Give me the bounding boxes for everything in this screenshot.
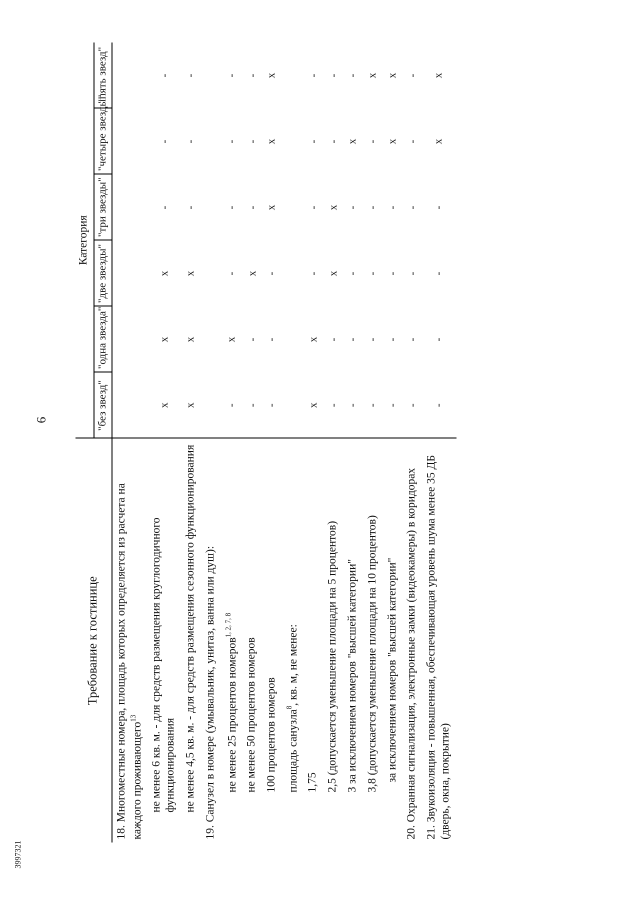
requirement-label: за исключением номеров "высшей категории" xyxy=(385,557,398,782)
empty-cell xyxy=(111,174,147,240)
not-required-mark: - xyxy=(306,205,319,209)
requirement-text xyxy=(343,438,363,842)
table-row xyxy=(323,42,343,842)
table-body xyxy=(111,42,455,842)
required-mark: x xyxy=(385,138,398,144)
not-required-mark: - xyxy=(405,271,418,275)
requirement-text xyxy=(363,438,383,842)
not-required-mark: - xyxy=(221,372,243,438)
empty-cell xyxy=(282,372,304,438)
header-row-top xyxy=(75,42,93,842)
empty-cell xyxy=(282,108,304,174)
not-required-mark: - xyxy=(323,372,343,438)
category-column-header: "четыре звезды" xyxy=(93,108,111,174)
required-mark: x xyxy=(181,372,201,438)
not-required-mark: - xyxy=(245,73,258,77)
not-required-mark: - xyxy=(346,337,359,341)
not-required-mark: - xyxy=(326,337,339,341)
not-required-mark: - xyxy=(405,73,418,77)
table-row xyxy=(363,42,383,842)
not-required-mark: - xyxy=(385,205,398,209)
requirement-suffix: , кв. м, не менее: xyxy=(286,623,299,706)
required-mark: x xyxy=(245,270,258,276)
empty-cell xyxy=(282,42,304,108)
required-mark: x xyxy=(147,372,181,438)
empty-cell xyxy=(201,174,221,240)
not-required-mark: - xyxy=(366,139,379,143)
empty-cell xyxy=(282,174,304,240)
page-number: 6 xyxy=(33,416,49,424)
requirement-text xyxy=(303,438,323,842)
required-mark: x xyxy=(184,336,197,342)
requirement-label: не менее 6 кв. м. - для средств размещения круглогодичного функционирования xyxy=(150,516,177,812)
required-mark: x xyxy=(265,138,278,144)
empty-cell xyxy=(201,372,221,438)
not-required-mark: - xyxy=(157,139,170,143)
required-mark: x xyxy=(326,204,339,210)
table-row xyxy=(402,42,422,842)
not-required-mark: - xyxy=(184,73,197,77)
not-required-mark: - xyxy=(422,372,456,438)
not-required-mark: - xyxy=(224,139,237,143)
not-required-mark: - xyxy=(184,205,197,209)
requirement-label: 19. Санузел в номере (умывальник, унитаз, ванна или душ): xyxy=(203,545,216,839)
required-mark: x xyxy=(432,72,445,78)
not-required-mark: - xyxy=(306,271,319,275)
category-column-header: "без звезд" xyxy=(93,372,111,438)
not-required-mark: - xyxy=(157,205,170,209)
required-mark: x xyxy=(306,336,319,342)
requirement-label: не менее 25 процентов номеров xyxy=(225,636,238,792)
empty-cell xyxy=(201,42,221,108)
empty-cell xyxy=(201,306,221,372)
table-row xyxy=(383,42,403,842)
requirement-label: 18. Многоместные номера, площадь которых определяется из расчета на каждого проживающего xyxy=(114,482,143,839)
requirement-header: Требование к гостинице xyxy=(75,438,111,842)
required-mark: x xyxy=(366,72,379,78)
not-required-mark: - xyxy=(363,372,383,438)
required-mark: x xyxy=(157,336,170,342)
required-mark: x xyxy=(303,372,323,438)
not-required-mark: - xyxy=(326,73,339,77)
requirement-label: 20. Охранная сигнализация, электронные замки (видеокамеры) в коридорах xyxy=(405,467,418,839)
not-required-mark: - xyxy=(402,372,422,438)
required-mark: x xyxy=(346,138,359,144)
requirement-label: 1,75 xyxy=(306,771,319,792)
not-required-mark: - xyxy=(224,73,237,77)
hotel-requirements-table xyxy=(75,42,456,842)
empty-cell xyxy=(282,306,304,372)
not-required-mark: - xyxy=(366,271,379,275)
requirement-text xyxy=(422,438,456,842)
requirement-text xyxy=(323,438,343,842)
not-required-mark: - xyxy=(184,139,197,143)
not-required-mark: - xyxy=(224,205,237,209)
document-id: 3997321 xyxy=(13,840,23,869)
not-required-mark: - xyxy=(432,271,445,275)
requirement-label: не менее 4,5 кв. м. - для средств размещения сезонного функционирования xyxy=(184,444,196,812)
table-row xyxy=(111,42,147,842)
not-required-mark: - xyxy=(265,271,278,275)
not-required-mark: - xyxy=(265,337,278,341)
requirement-label: 2,5 (допускается уменьшение площади на 5 процентов) xyxy=(326,520,339,792)
requirement-text xyxy=(201,438,221,842)
requirement-label: 3,8 (допускается уменьшение площади на 10 процентов) xyxy=(365,514,378,792)
required-mark: x xyxy=(224,336,237,342)
required-mark: x xyxy=(265,204,278,210)
empty-cell xyxy=(282,240,304,306)
empty-cell xyxy=(111,42,147,108)
not-required-mark: - xyxy=(245,139,258,143)
table-row xyxy=(221,42,243,842)
not-required-mark: - xyxy=(157,73,170,77)
table-row xyxy=(422,42,456,842)
table-row xyxy=(242,42,262,842)
requirement-text xyxy=(181,438,201,842)
not-required-mark: - xyxy=(245,205,258,209)
footnote-ref: 13 xyxy=(128,714,137,722)
requirement-text xyxy=(221,438,243,842)
not-required-mark: - xyxy=(245,337,258,341)
table-row xyxy=(343,42,363,842)
not-required-mark: - xyxy=(366,205,379,209)
not-required-mark: - xyxy=(224,271,237,275)
not-required-mark: - xyxy=(343,372,363,438)
empty-cell xyxy=(201,240,221,306)
required-mark: x xyxy=(432,138,445,144)
category-header: Категория xyxy=(75,42,93,438)
not-required-mark: - xyxy=(262,372,282,438)
empty-cell xyxy=(111,306,147,372)
category-column-header: "одна звезда" xyxy=(93,306,111,372)
table-row xyxy=(262,42,282,842)
footnote-ref: 8 xyxy=(284,705,293,709)
requirement-text xyxy=(147,438,181,842)
not-required-mark: - xyxy=(385,271,398,275)
requirement-label: не менее 50 процентов номеров xyxy=(245,636,258,792)
rotated-sheet xyxy=(75,42,550,842)
not-required-mark: - xyxy=(383,372,403,438)
category-column-header: "пять звезд" xyxy=(93,42,111,108)
required-mark: x xyxy=(265,72,278,78)
not-required-mark: - xyxy=(306,73,319,77)
table-row xyxy=(282,42,304,842)
not-required-mark: - xyxy=(385,337,398,341)
footnote-ref: 1, 2, 7, 8 xyxy=(223,612,232,637)
table-row xyxy=(303,42,323,842)
not-required-mark: - xyxy=(405,337,418,341)
requirement-text xyxy=(282,438,304,842)
required-mark: x xyxy=(184,270,197,276)
requirement-label: 100 процентов номеров xyxy=(265,676,278,792)
requirement-label: 3 за исключением номеров "высшей категории" xyxy=(346,558,359,792)
empty-cell xyxy=(111,108,147,174)
not-required-mark: - xyxy=(346,205,359,209)
empty-cell xyxy=(111,372,147,438)
required-mark: x xyxy=(385,72,398,78)
not-required-mark: - xyxy=(326,139,339,143)
requirement-text xyxy=(383,438,403,842)
required-mark: x xyxy=(157,270,170,276)
requirement-label: площадь санузла xyxy=(286,708,299,792)
not-required-mark: - xyxy=(346,73,359,77)
not-required-mark: - xyxy=(306,139,319,143)
not-required-mark: - xyxy=(432,205,445,209)
not-required-mark: - xyxy=(366,337,379,341)
required-mark: x xyxy=(326,270,339,276)
requirement-text xyxy=(111,438,147,842)
requirement-text xyxy=(262,438,282,842)
table-row xyxy=(147,42,181,842)
requirement-label: 21. Звукоизоляция - повышенная, обеспечивающая уровень шума менее 35 ДБ (дверь, окна, покрытие) xyxy=(425,454,452,839)
table-row xyxy=(181,42,201,842)
requirement-text xyxy=(242,438,262,842)
not-required-mark: - xyxy=(242,372,262,438)
not-required-mark: - xyxy=(405,205,418,209)
table-row xyxy=(201,42,221,842)
not-required-mark: - xyxy=(432,337,445,341)
not-required-mark: - xyxy=(405,139,418,143)
empty-cell xyxy=(111,240,147,306)
empty-cell xyxy=(201,108,221,174)
category-column-header: "две звезды" xyxy=(93,240,111,306)
not-required-mark: - xyxy=(346,271,359,275)
category-column-header: "три звезды" xyxy=(93,174,111,240)
requirement-text xyxy=(402,438,422,842)
